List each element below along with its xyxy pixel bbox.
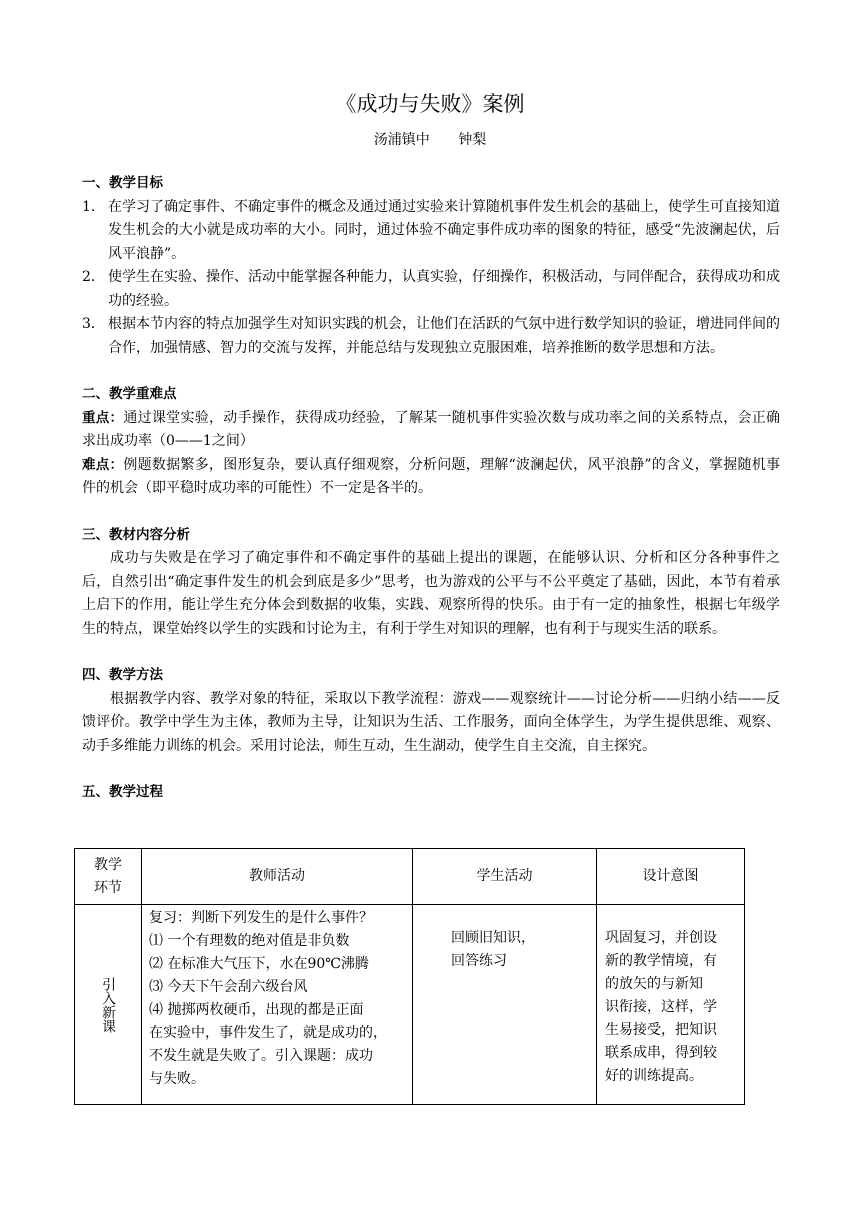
header-teacher: 教师活动 bbox=[142, 849, 413, 905]
teacher-line: ⑵ 在标准大气压下，水在90℃沸腾 bbox=[149, 956, 369, 972]
item-text: 在学习了确定事件、不确定事件的概念及通过通过实验来计算随机事件发生机会的基础上，使学生可直接知道发生机会的大小就是成功率的大小。同时，通过体验不确定事件成功率的图象的特征，感受“先波澜起伏，后风平浪静”。 bbox=[108, 198, 780, 262]
author-line bbox=[0, 130, 860, 150]
stage-label: 引入新课 bbox=[100, 976, 116, 1033]
design-intent-cell bbox=[597, 905, 745, 1105]
teacher-line: ⑶ 今天下午会刮六级台风 bbox=[149, 979, 308, 995]
stage-cell bbox=[75, 905, 142, 1105]
design-line: 新的教学情境，有 bbox=[605, 953, 717, 969]
objective-item bbox=[82, 196, 780, 267]
design-line: 巩固复习，并创设 bbox=[605, 930, 717, 946]
teacher-line: ⑷ 抛掷两枚硬币，出现的都是正面 bbox=[149, 1002, 364, 1018]
student-line: 回答练习 bbox=[451, 953, 507, 969]
teacher-line: 与失败。 bbox=[149, 1071, 205, 1087]
difficulty-label: 难点： bbox=[82, 456, 124, 473]
table-header-row bbox=[75, 849, 745, 905]
student-line: 回顾旧知识， bbox=[451, 930, 535, 946]
objective-item bbox=[82, 266, 780, 313]
design-line: 联系成串，得到较 bbox=[605, 1045, 717, 1061]
item-number: 1． bbox=[82, 198, 105, 215]
design-line: 的放矢的与新知 bbox=[605, 976, 703, 992]
key-point-label: 重点： bbox=[82, 409, 124, 426]
teacher-line: 在实验中，事件发生了，就是成功的， bbox=[149, 1025, 387, 1041]
key-point-text: 通过课堂实验，动手操作，获得成功经验，了解某一随机事件实验次数与成功率之间的关系特点，会正确求出成功率（0——1之间） bbox=[82, 409, 780, 449]
author-name: 钟梨 bbox=[458, 132, 487, 148]
analysis-paragraph: 成功与失败是在学习了确定事件和不确定事件的基础上提出的课题，在能够认识、分析和区分各种事件之后，自然引出“确定事件发生的机会到底是多少”思考，也为游戏的公平与不公平奠定了基础，因此，本节有着承上启下的作用，能让学生充分体会到数据的收集，实践、观察所得的快乐。由于有一定的抽象性，根据七年级学生的特点，课堂始终以学生的实践和讨论为主，有利于学生对知识的理解，也有利于与现实生活的联系。 bbox=[82, 550, 780, 637]
section-heading-key-points: 二、教学重难点 bbox=[82, 386, 177, 402]
difficulty-text: 例题数据繁多，图形复杂，要认真仔细观察，分析问题，理解“波澜起伏，风平浪静”的含义，掌握随机事件的机会（即平稳时成功率的可能性）不一定是各半的。 bbox=[82, 456, 781, 496]
design-line: 生易接受，把知识 bbox=[605, 1022, 717, 1038]
author-school: 汤浦镇中 bbox=[373, 132, 430, 148]
item-text: 使学生在实验、操作、活动中能掌握各种能力，认真实验，仔细操作，积极活动，与同伴配合，获得成功和成功的经验。 bbox=[108, 269, 780, 309]
item-number: 3． bbox=[82, 316, 105, 332]
methods-paragraph: 根据教学内容、教学对象的特征，采取以下教学流程：游戏——观察统计——讨论分析——归纳小结——反馈评价。教学中学生为主体，教师为主导，让知识为生活、工作服务，面向全体学生，为学生提供思维、观察、动手多维能力训练的机会。采用讨论法，师生互动，生生湖动，使学生自主交流，自主探究。 bbox=[82, 690, 780, 754]
header-student: 学生活动 bbox=[413, 849, 597, 905]
section-heading-analysis: 三、教材内容分析 bbox=[82, 526, 190, 543]
student-activity-cell bbox=[413, 905, 597, 1105]
design-line: 好的训练提高。 bbox=[605, 1068, 703, 1084]
section-heading-methods: 四、教学方法 bbox=[82, 667, 163, 683]
difficulty-paragraph bbox=[82, 454, 780, 501]
document-title: 《成功与失败》案例 bbox=[335, 92, 525, 116]
teaching-process-table bbox=[74, 848, 745, 1105]
item-text: 根据本节内容的特点加强学生对知识实践的机会，让他们在活跃的气氛中进行数学知识的验证，增进同伴间的合作，加强情感、智力的交流与发挥，并能总结与发现独立克服困难，培养推断的数学思想和方法。 bbox=[108, 316, 780, 356]
teacher-line: ⑴ 一个有理数的绝对值是非负数 bbox=[149, 933, 350, 949]
key-point-paragraph bbox=[82, 407, 780, 454]
teacher-activity-cell bbox=[142, 905, 413, 1105]
header-stage-line: 教学 bbox=[94, 856, 122, 873]
teacher-line: 复习：判断下列发生的是什么事件？ bbox=[149, 910, 373, 926]
header-stage bbox=[75, 849, 142, 905]
document-body bbox=[82, 172, 780, 805]
section-heading-objectives: 一、教学目标 bbox=[82, 175, 163, 191]
objectives-list bbox=[82, 196, 780, 361]
objective-item bbox=[82, 313, 780, 360]
header-design: 设计意图 bbox=[597, 849, 745, 905]
section-heading-process: 五、教学过程 bbox=[82, 784, 163, 800]
table-row bbox=[75, 905, 745, 1105]
item-number: 2． bbox=[82, 269, 105, 285]
header-stage-line: 环节 bbox=[94, 879, 122, 896]
teacher-line: 不发生就是失败了。引入课题：成功 bbox=[149, 1048, 373, 1064]
design-line: 识衔接，这样，学 bbox=[605, 999, 717, 1015]
